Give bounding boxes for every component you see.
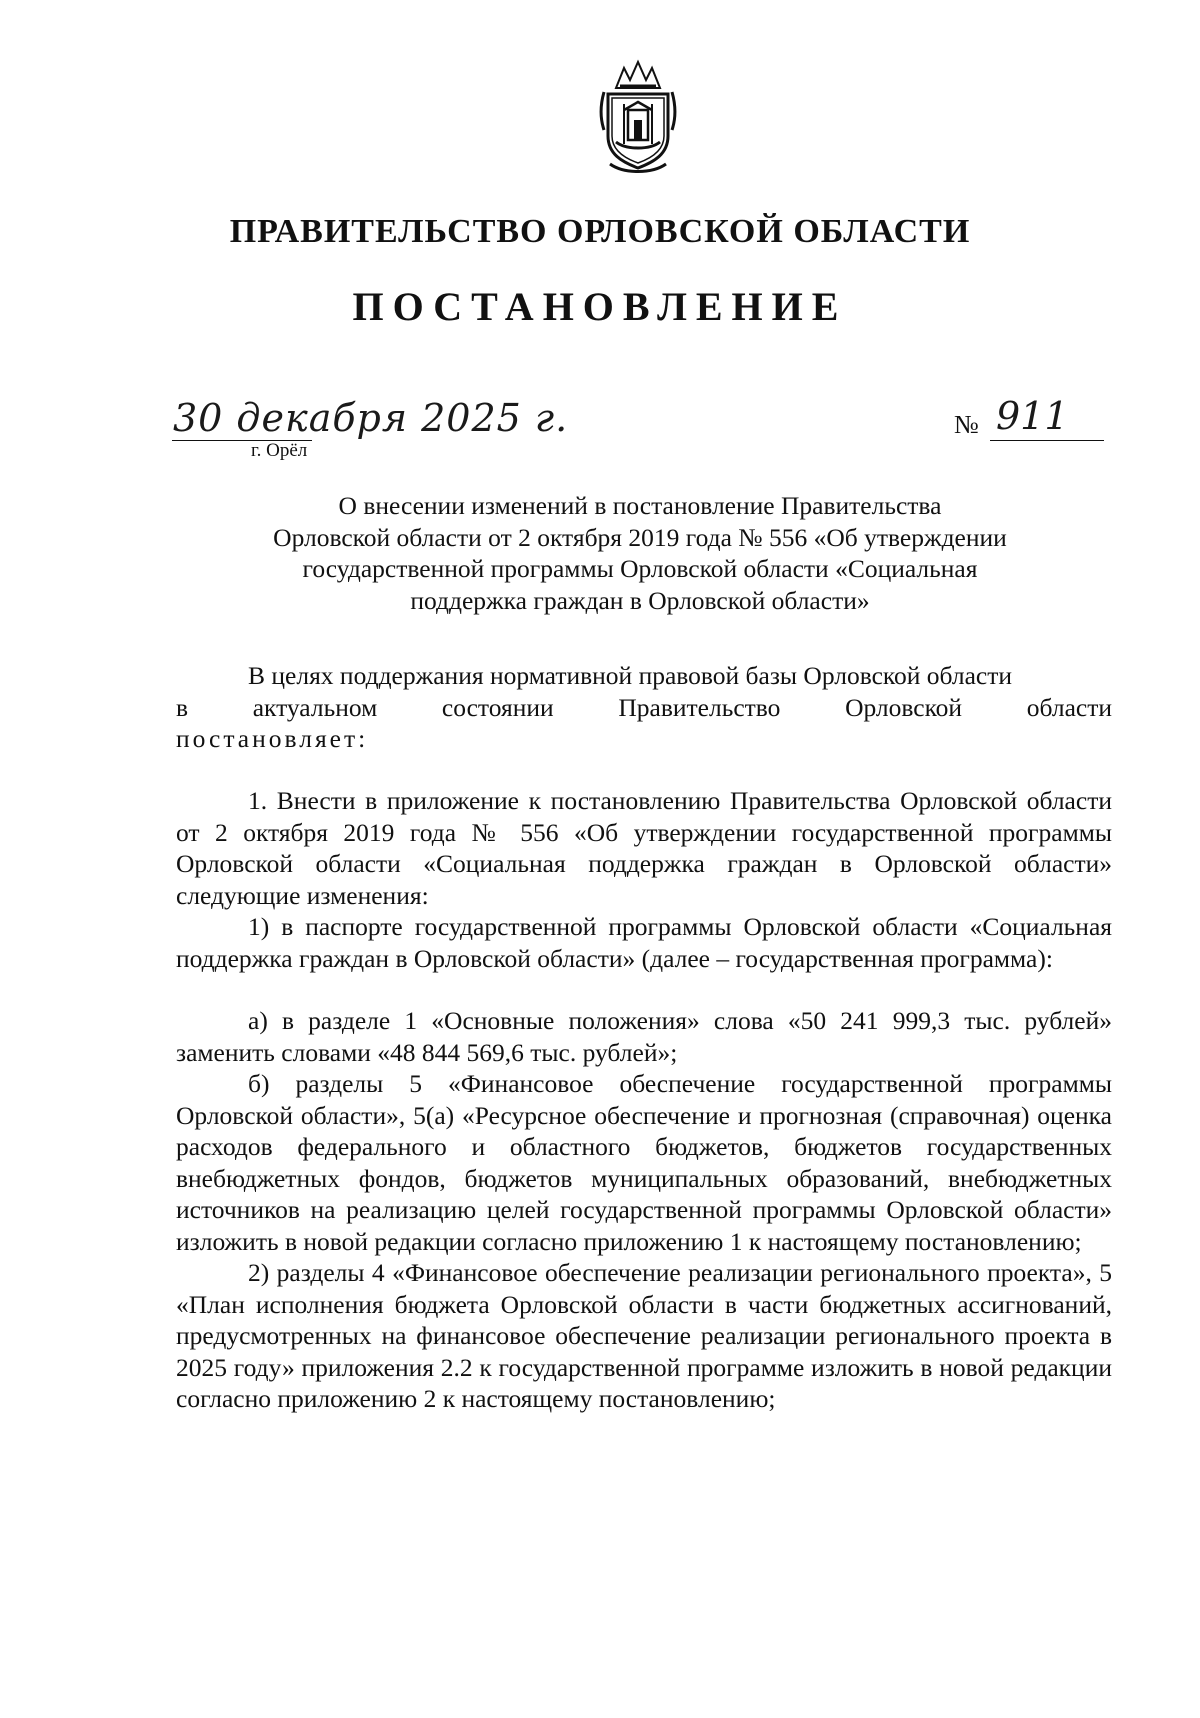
handwritten-date: 30 декабря 2025 г. (173, 396, 569, 440)
paragraph-text: б) разделы 5 «Финансовое обеспечение государственной программы Орловской области», 5(а) «Ресурсное обеспечение и прогнозная (справочная) оценка расходов федерального и областного бюджетов, бюджетов государственных внебюджетных фондов, бюджетов муниципальных образований, внебюджетных источников на реализацию целей государственной программы Орловской области» изложить в новой редакции согласно приложению 1 к настоящему постановлению; (176, 1069, 1112, 1256)
paragraph-item-1-1-a (176, 1005, 1112, 1068)
document-subject (160, 490, 1120, 616)
paragraph-item-1-2 (176, 1257, 1112, 1415)
number-label: № (954, 410, 979, 439)
subject-line: О внесении изменений в постановление Правительства (338, 491, 942, 520)
city-label: г. Орёл (251, 440, 308, 461)
paragraph-item-1-1 (176, 911, 1112, 974)
subject-line: поддержка граждан в Орловской области» (410, 585, 870, 615)
paragraph-text: 2) разделы 4 «Финансовое обеспечение реализации регионального проекта», 5 «План исполнения бюджета Орловской области в части бюджетных ассигнований, предусмотренных на финансовое обеспечение реализации регионального проекта в 2025 году» приложения 2.2 к государственной программе изложить в новой редакции согласно приложению 2 к настоящему постановлению; (176, 1258, 1112, 1413)
preamble-decree: постановляет: (176, 724, 369, 753)
handwritten-number: 911 (996, 394, 1069, 438)
organization-title: ПРАВИТЕЛЬСТВО ОРЛОВСКОЙ ОБЛАСТИ (229, 213, 971, 250)
preamble-line: В целях поддержания нормативной правовой базы Орловской области (248, 661, 1013, 690)
paragraph-item-1-1-b (176, 1068, 1112, 1257)
number-underline (990, 440, 1104, 441)
coat-of-arms-icon (594, 58, 682, 176)
paragraph-text: а) в разделе 1 «Основные положения» слова «50 241 999,3 тыс. рублей» заменить словами «48 844 569,6 тыс. рублей»; (176, 1006, 1112, 1067)
paragraph-text: 1. Внести в приложение к постановлению Правительства Орловской области от 2 октября 2019 года № 556 «Об утверждении государственной программы Орловской области «Социальная поддержка граждан в Орловской области» следующие изменения: (176, 786, 1112, 910)
paragraph-text: 1) в паспорте государственной программы Орловской области «Социальная поддержка граждан в Орловской области» (далее – государственная программа): (176, 912, 1112, 973)
document-type-title: ПОСТАНОВЛЕНИЕ (352, 284, 848, 329)
subject-line: Орловской области от 2 октября 2019 года № 556 «Об утверждении (273, 522, 1007, 552)
subject-line: государственной программы Орловской области «Социальная (302, 554, 978, 583)
preamble (176, 660, 1112, 755)
preamble-line: в актуальном состоянии Правительство Орловской области (176, 692, 1112, 722)
paragraph-item-1 (176, 785, 1112, 911)
